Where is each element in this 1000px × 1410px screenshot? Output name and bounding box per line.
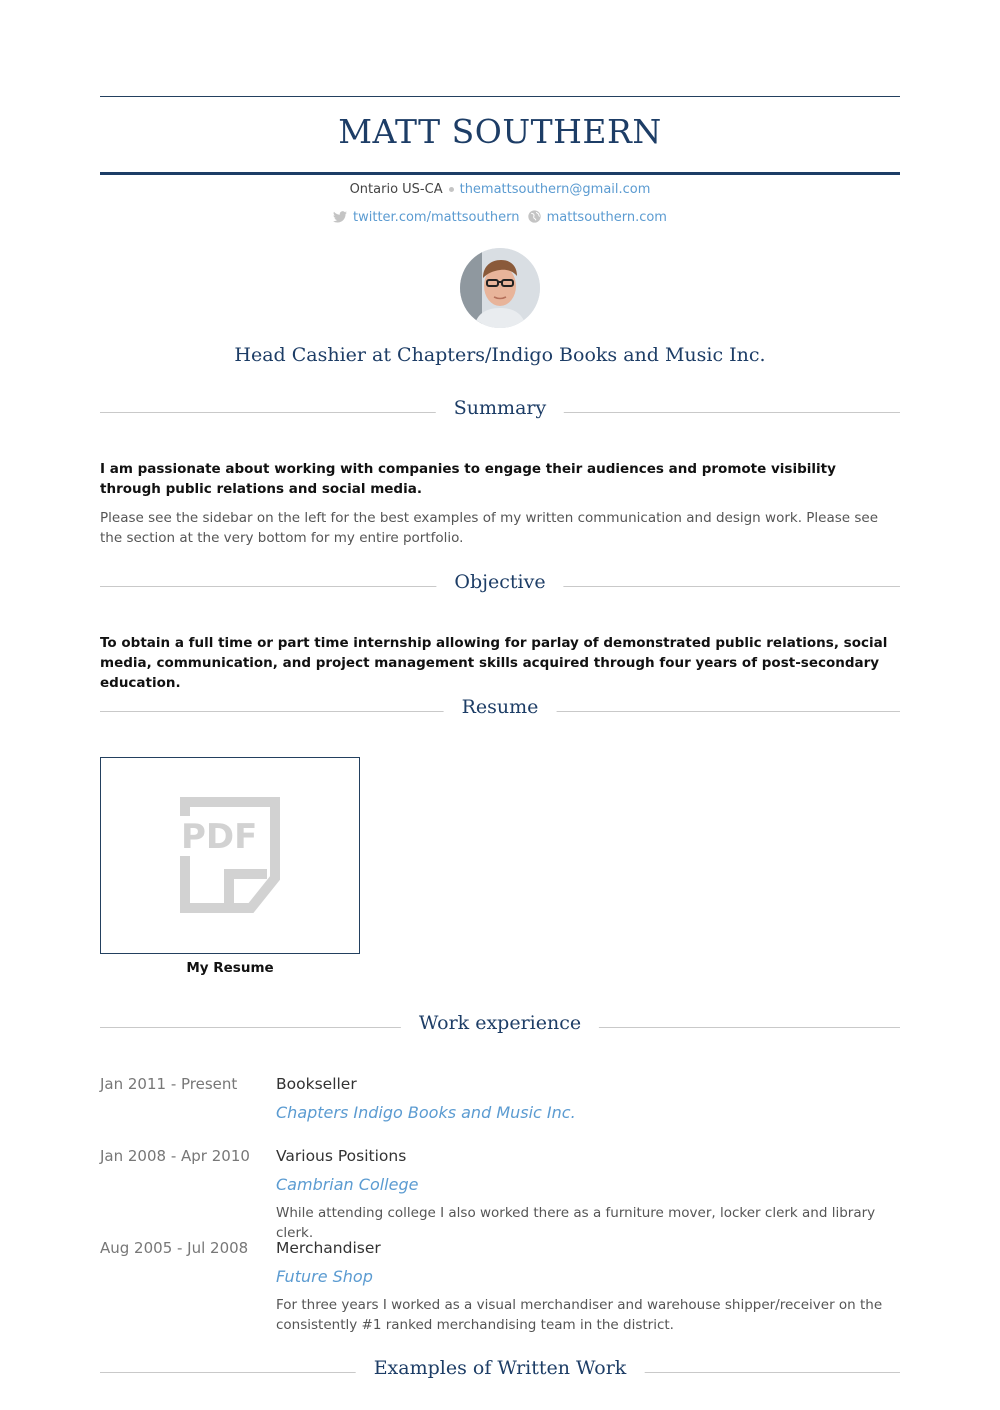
- resume-caption[interactable]: My Resume: [186, 960, 274, 976]
- job-company[interactable]: Future Shop: [276, 1267, 373, 1286]
- job-title: Bookseller: [276, 1075, 357, 1093]
- twitter-icon: [333, 211, 347, 227]
- svg-text:PDF: PDF: [181, 817, 258, 857]
- avatar: [460, 248, 540, 328]
- contact-row-2: [100, 210, 900, 227]
- job-description: For three years I worked as a visual merchandiser and warehouse shipper/receiver on the consistently #1 ranked merchandising team in the district.: [276, 1297, 883, 1333]
- work-section-heading: [100, 1012, 900, 1042]
- job-dates: Jan 2008 - Apr 2010: [100, 1147, 250, 1165]
- resume-section-heading: [100, 696, 900, 726]
- twitter-link[interactable]: twitter.com/mattsouthern: [353, 210, 520, 225]
- objective-section-heading: [100, 571, 900, 601]
- contact-row-1: [100, 182, 900, 197]
- summary-bold-text: I am passionate about working with companies to engage their audiences and promote visibility through public relations and social media.: [100, 461, 836, 497]
- written-work-section-heading: [100, 1357, 900, 1387]
- name-underline: [100, 172, 900, 175]
- section-title: Examples of Written Work: [356, 1357, 645, 1379]
- pdf-icon: [101, 758, 359, 953]
- section-title: Work experience: [401, 1012, 599, 1034]
- candidate-name: MATT SOUTHERN: [338, 112, 662, 151]
- top-rule: [100, 96, 900, 97]
- job-dates: Jan 2011 - Present: [100, 1075, 238, 1093]
- separator-dot: [449, 187, 454, 192]
- email-link[interactable]: themattsouthern@gmail.com: [459, 182, 651, 197]
- section-title: Objective: [436, 571, 563, 593]
- job-dates: Aug 2005 - Jul 2008: [100, 1239, 249, 1257]
- job-title: Various Positions: [276, 1147, 407, 1165]
- headline: Head Cashier at Chapters/Indigo Books and Music Inc.: [234, 344, 766, 366]
- section-title: Resume: [444, 696, 557, 718]
- section-title: Summary: [436, 397, 564, 419]
- job-title: Merchandiser: [276, 1239, 381, 1257]
- summary-text: Please see the sidebar on the left for the best examples of my written communication and design work. Please see the section at the very bottom for my entire portfolio.: [100, 510, 879, 546]
- location-text: Ontario US-CA: [349, 182, 443, 197]
- objective-text: To obtain a full time or part time internship allowing for parlay of demonstrated public relations, social media, communication, and project management skills acquired through four years of post-secondary education.: [100, 635, 888, 691]
- job-description: While attending college I also worked there as a furniture mover, locker clerk and library clerk.: [276, 1205, 876, 1241]
- resume-pdf-thumbnail[interactable]: [100, 757, 360, 954]
- job-company[interactable]: Cambrian College: [276, 1175, 419, 1194]
- website-link[interactable]: mattsouthern.com: [546, 210, 667, 225]
- summary-section-heading: [100, 397, 900, 427]
- globe-icon: [528, 210, 541, 227]
- job-company[interactable]: Chapters Indigo Books and Music Inc.: [276, 1103, 576, 1122]
